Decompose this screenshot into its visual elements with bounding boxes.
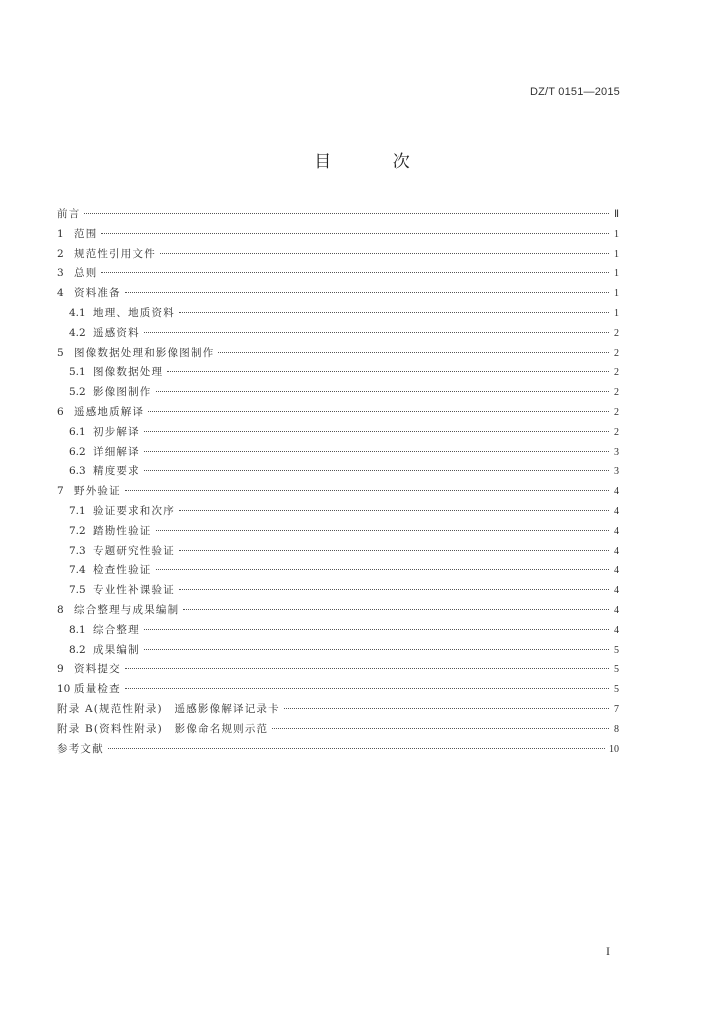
toc-entry-page: 4 <box>614 565 619 577</box>
toc-entry-number: 7 <box>57 485 64 498</box>
toc-entry-label: 附录 B(资料性附录) 影像命名规则示范 <box>57 722 269 735</box>
toc-entry-label: 验证要求和次序 <box>93 504 175 517</box>
toc-entry-page: 1 <box>614 288 619 300</box>
toc-entry-page: 1 <box>614 307 619 319</box>
toc-entry[interactable] <box>57 621 619 641</box>
toc-entry-page: 10 <box>609 743 619 755</box>
toc-entry-page: 7 <box>614 703 619 715</box>
toc-entry[interactable] <box>57 581 619 601</box>
toc-entry-number: 9 <box>57 663 64 676</box>
toc-entry[interactable] <box>57 383 619 403</box>
toc-entry-page: 2 <box>614 426 619 438</box>
toc-entry-page: 2 <box>614 327 619 339</box>
toc-entry[interactable] <box>57 205 619 225</box>
toc-entry-number: 7.2 <box>69 524 86 537</box>
toc-entry[interactable] <box>57 363 619 383</box>
toc-entry[interactable] <box>57 324 619 344</box>
page-number: I <box>606 944 610 958</box>
toc-entry-number: 8.1 <box>69 623 86 636</box>
toc-entry-page: 2 <box>614 406 619 418</box>
toc-dot-leader <box>160 253 609 254</box>
toc-dot-leader <box>179 510 609 511</box>
toc-entry[interactable] <box>57 502 619 522</box>
toc-entry-label: 初步解译 <box>93 425 140 438</box>
page-title: 目 次 <box>314 152 438 172</box>
toc-entry-label: 规范性引用文件 <box>74 247 156 260</box>
toc-entry-label: 前言 <box>57 208 81 220</box>
toc-entry-label: 参考文献 <box>57 742 104 755</box>
standard-code: DZ/T 0151—2015 <box>529 86 620 98</box>
toc-entry-page: 4 <box>614 624 619 636</box>
toc-entry-number: 7.3 <box>69 544 86 557</box>
toc-entry[interactable] <box>57 443 619 463</box>
toc-entry-page: 5 <box>614 644 619 656</box>
toc-entry-page: 4 <box>614 505 619 517</box>
toc-entry-label: 地理、地质资料 <box>93 306 175 319</box>
toc-entry-label: 专题研究性验证 <box>93 544 175 557</box>
toc-entry-page: 4 <box>614 525 619 537</box>
toc-entry-number: 10 <box>57 683 71 696</box>
toc-entry[interactable] <box>57 304 619 324</box>
toc-entry-label: 资料提交 <box>74 663 121 676</box>
toc-entry-number: 4.2 <box>69 326 86 339</box>
toc-entry-number: 4 <box>57 287 64 300</box>
toc-entry-label: 遥感地质解译 <box>74 405 145 418</box>
toc-entry[interactable] <box>57 225 619 245</box>
toc-entry-number: 8 <box>57 603 64 616</box>
toc-entry-number: 6.3 <box>69 465 86 478</box>
toc-dot-leader <box>272 728 609 729</box>
toc-dot-leader <box>125 668 609 669</box>
toc-dot-leader <box>167 371 609 372</box>
toc-entry-page: 2 <box>614 387 619 399</box>
toc-entry-page: 1 <box>614 228 619 240</box>
toc-entry-page: 2 <box>614 367 619 379</box>
toc-entry-page: 5 <box>614 684 619 696</box>
toc-dot-leader <box>125 292 609 293</box>
toc-dot-leader <box>218 352 609 353</box>
toc-entry[interactable] <box>57 284 619 304</box>
toc-entry-page: 1 <box>614 268 619 280</box>
toc-entry-page: 4 <box>614 604 619 616</box>
toc-entry-label: 范围 <box>74 227 98 240</box>
toc-entry-label: 遥感资料 <box>93 326 140 339</box>
toc-dot-leader <box>144 649 609 650</box>
toc-entry-label: 踏勘性验证 <box>93 524 152 537</box>
toc-dot-leader <box>125 688 609 689</box>
toc-entry-number: 7.5 <box>69 584 86 597</box>
toc-entry-label: 图像数据处理和影像图制作 <box>74 346 215 359</box>
toc-entry-page: 4 <box>614 545 619 557</box>
toc-dot-leader <box>144 431 609 432</box>
toc-entry-number: 8.2 <box>69 643 86 656</box>
toc-entry[interactable] <box>57 245 619 265</box>
toc-entry[interactable] <box>57 344 619 364</box>
toc-dot-leader <box>148 411 609 412</box>
toc-entry-number: 2 <box>57 247 64 260</box>
toc-entry[interactable] <box>57 264 619 284</box>
toc-entry[interactable] <box>57 680 619 700</box>
toc-entry[interactable] <box>57 423 619 443</box>
toc-dot-leader <box>156 569 610 570</box>
toc-entry-page: 3 <box>614 446 619 458</box>
toc-entry-label: 总则 <box>74 267 98 280</box>
toc-dot-leader <box>125 490 609 491</box>
toc-entry[interactable] <box>57 462 619 482</box>
toc-entry[interactable] <box>57 720 619 740</box>
toc-dot-leader <box>156 391 610 392</box>
toc-entry-label: 质量检查 <box>74 683 121 696</box>
toc-entry-number: 4.1 <box>69 306 86 319</box>
toc-entry[interactable] <box>57 700 619 720</box>
toc-entry-label: 资料准备 <box>74 287 121 300</box>
toc-entry-number: 6.2 <box>69 445 86 458</box>
toc-entry-page: Ⅱ <box>614 209 619 220</box>
toc-entry-number: 3 <box>57 267 64 280</box>
toc-entry-label: 详细解译 <box>93 445 140 458</box>
toc-entry-label: 精度要求 <box>93 465 140 478</box>
toc-dot-leader <box>144 451 609 452</box>
toc-entry-number: 7.1 <box>69 504 86 517</box>
toc-dot-leader <box>144 629 609 630</box>
toc-entry-label: 野外验证 <box>74 485 121 498</box>
toc-dot-leader <box>179 312 609 313</box>
toc-entry-number: 5.2 <box>69 386 86 399</box>
toc-entry[interactable] <box>57 522 619 542</box>
toc-entry-label: 综合整理与成果编制 <box>74 603 180 616</box>
table-of-contents <box>57 205 619 759</box>
toc-entry-page: 3 <box>614 466 619 478</box>
toc-dot-leader <box>144 332 609 333</box>
toc-dot-leader <box>84 213 609 214</box>
toc-entry-label: 附录 A(规范性附录) 遥感影像解译记录卡 <box>57 702 280 715</box>
toc-entry[interactable] <box>57 482 619 502</box>
toc-dot-leader <box>179 589 609 590</box>
toc-entry[interactable] <box>57 542 619 562</box>
toc-entry-page: 4 <box>614 585 619 597</box>
toc-entry-label: 检查性验证 <box>93 564 152 577</box>
toc-entry[interactable] <box>57 601 619 621</box>
toc-entry-number: 5 <box>57 346 64 359</box>
toc-entry-page: 5 <box>614 664 619 676</box>
toc-entry[interactable] <box>57 660 619 680</box>
toc-dot-leader <box>156 530 610 531</box>
toc-dot-leader <box>108 748 605 749</box>
toc-entry-label: 专业性补课验证 <box>93 584 175 597</box>
toc-entry-page: 1 <box>614 248 619 260</box>
toc-entry-number: 5.1 <box>69 366 86 379</box>
toc-dot-leader <box>183 609 609 610</box>
toc-dot-leader <box>179 550 609 551</box>
toc-entry-label: 影像图制作 <box>93 386 152 399</box>
toc-entry[interactable] <box>57 740 619 760</box>
toc-entry-number: 6.1 <box>69 425 86 438</box>
toc-entry[interactable] <box>57 403 619 423</box>
toc-entry-label: 综合整理 <box>93 623 140 636</box>
toc-entry-page: 4 <box>614 486 619 498</box>
toc-entry[interactable] <box>57 561 619 581</box>
toc-entry-number: 7.4 <box>69 564 86 577</box>
toc-entry-label: 成果编制 <box>93 643 140 656</box>
toc-entry-number: 1 <box>57 227 64 240</box>
toc-entry-label: 图像数据处理 <box>93 366 164 379</box>
toc-dot-leader <box>101 233 609 234</box>
toc-dot-leader <box>101 272 609 273</box>
toc-entry[interactable] <box>57 641 619 661</box>
toc-entry-number: 6 <box>57 405 64 418</box>
toc-entry-page: 2 <box>614 347 619 359</box>
toc-dot-leader <box>284 708 609 709</box>
toc-entry-page: 8 <box>614 723 619 735</box>
toc-dot-leader <box>144 470 609 471</box>
